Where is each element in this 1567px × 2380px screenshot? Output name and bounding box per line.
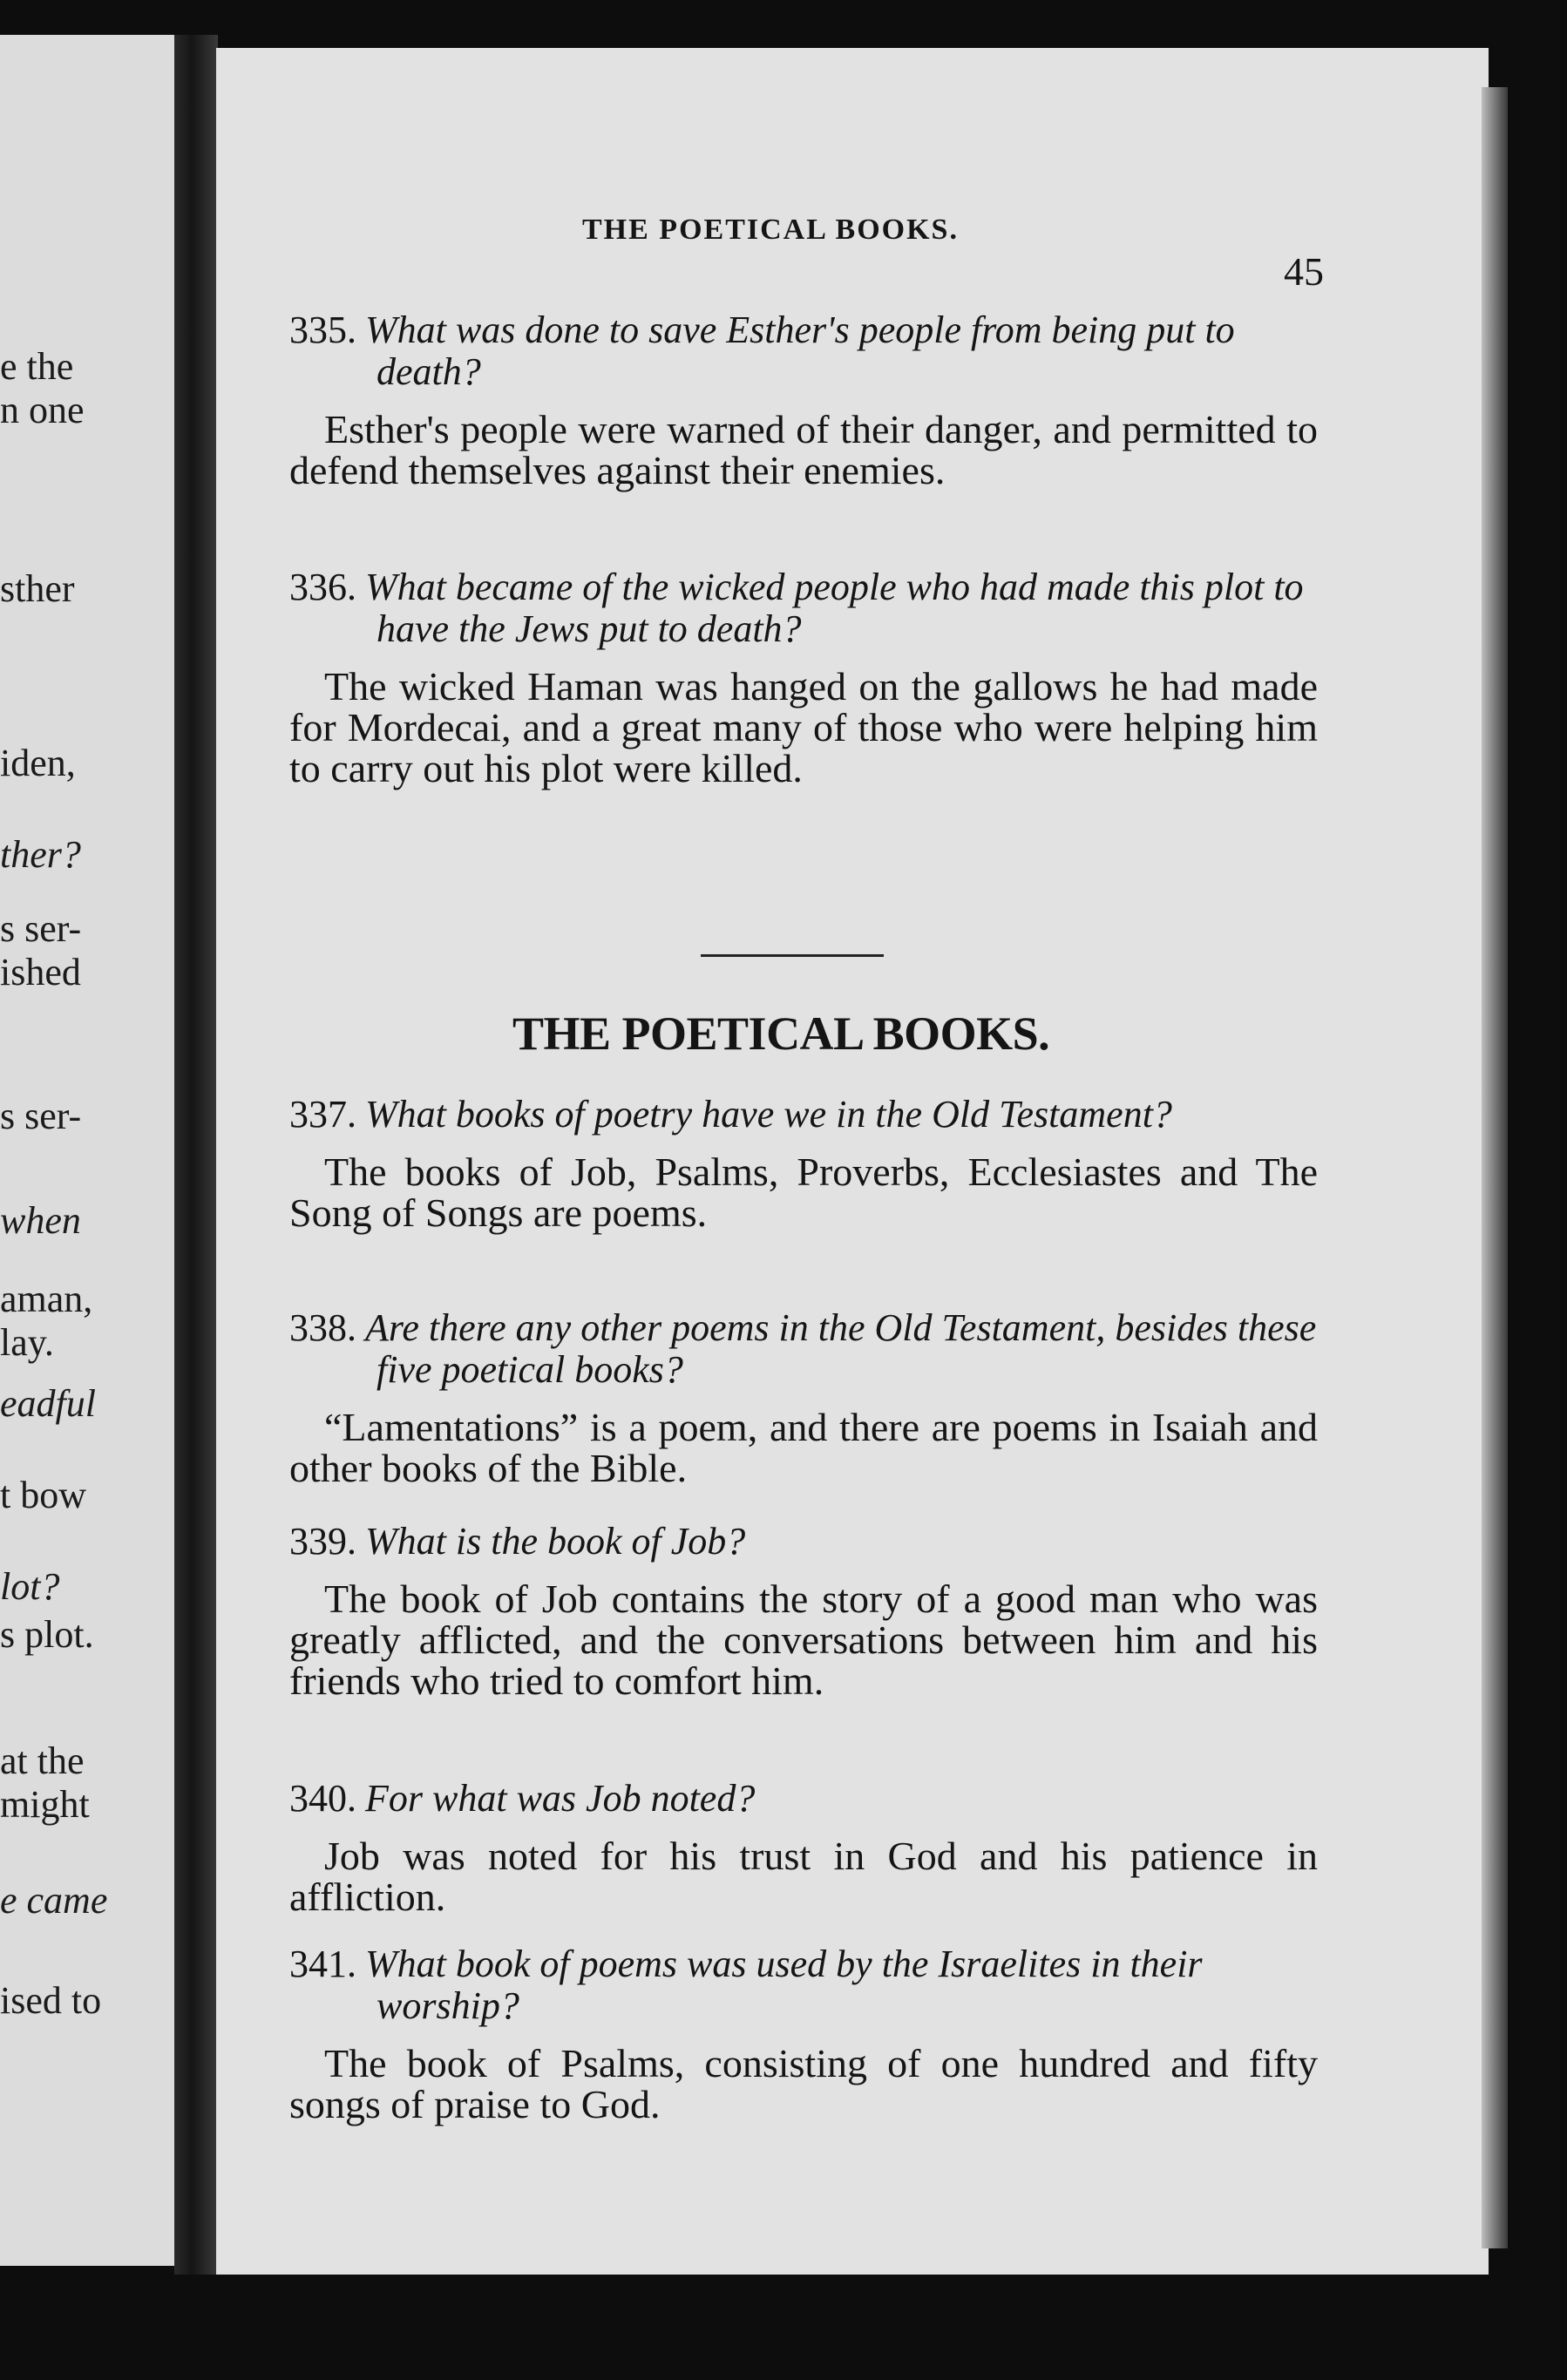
page-number: 45 [1284, 249, 1324, 294]
answer-text: The book of Psalms, consisting of one hundred and fifty songs of praise to God. [289, 2041, 1318, 2126]
question-number: 338. [289, 1306, 356, 1349]
left-page-line: ished [0, 951, 81, 993]
left-page-line: iden, [0, 742, 76, 784]
page-edge-shadow [1482, 87, 1508, 2248]
question-text: For what was Job noted? [365, 1777, 756, 1820]
question-text: What is the book of Job? [365, 1520, 746, 1563]
left-page-line: e the [0, 345, 74, 388]
left-page-line: ther? [0, 833, 81, 876]
left-page-line: n one [0, 389, 85, 431]
left-page-line: s ser- [0, 1095, 82, 1137]
qa-entry-338 [289, 1307, 1318, 1488]
question [289, 1094, 1318, 1136]
running-head: THE POETICAL BOOKS. [582, 214, 959, 246]
question-text: What books of poetry have we in the Old Testament? [365, 1093, 1172, 1136]
qa-entry-335 [289, 309, 1318, 491]
left-page-line: ised to [0, 1979, 102, 2022]
question-number: 339. [289, 1520, 356, 1563]
answer-text: The book of Job contains the story of a good man who was greatly afflicted, and the conversations between him and his friends who tried to comfort him. [289, 1576, 1318, 1703]
left-page-line: t bow [0, 1474, 86, 1516]
question-number: 335. [289, 309, 356, 351]
answer-text: Esther's people were warned of their danger, and permitted to defend themselves against their enemies. [289, 407, 1318, 492]
question-text: What became of the wicked people who had made this plot to have the Jews put to death? [365, 566, 1304, 650]
left-page-line: sther [0, 567, 75, 610]
question [289, 566, 1318, 650]
answer-text: Job was noted for his trust in God and his patience in affliction. [289, 1834, 1318, 1919]
left-page-line: might [0, 1783, 90, 1826]
left-page-line: s ser- [0, 907, 82, 950]
qa-entry-339 [289, 1521, 1318, 1701]
question [289, 1307, 1318, 1391]
question [289, 1778, 1318, 1820]
left-page-line: lot? [0, 1565, 60, 1608]
qa-entry-340 [289, 1778, 1318, 1917]
question-text: What was done to save Esther's people from being put to death? [365, 309, 1235, 393]
question-number: 341. [289, 1943, 356, 1985]
previous-page-fragment [0, 35, 174, 2266]
left-page-line: e came [0, 1879, 108, 1922]
left-page-line: at the [0, 1739, 85, 1782]
answer-text: The books of Job, Psalms, Proverbs, Ecclesiastes and The Song of Songs are poems. [289, 1149, 1318, 1235]
book-spine-gutter [174, 35, 218, 2275]
answer-text: “Lamentations” is a poem, and there are poems in Isaiah and other books of the Bible. [289, 1405, 1318, 1490]
left-page-line: when [0, 1199, 81, 1242]
left-page-line: lay. [0, 1321, 54, 1364]
qa-entry-341 [289, 1943, 1318, 2125]
qa-entry-336 [289, 566, 1318, 789]
section-heading: THE POETICAL BOOKS. [512, 1007, 1050, 1060]
answer-text: The wicked Haman was hanged on the gallows he had made for Mordecai, and a great many of those who were helping him to carry out his plot were killed. [289, 664, 1318, 790]
left-page-line: aman, [0, 1278, 93, 1320]
question-text: Are there any other poems in the Old Testament, besides these five poetical books? [365, 1306, 1317, 1391]
question-text: What book of poems was used by the Israelites in their worship? [365, 1943, 1203, 2027]
question-number: 340. [289, 1777, 356, 1820]
qa-entry-337 [289, 1094, 1318, 1233]
question [289, 309, 1318, 393]
question [289, 1943, 1318, 2027]
question-number: 337. [289, 1093, 356, 1136]
left-page-line: eadful [0, 1382, 96, 1425]
book-page [216, 48, 1489, 2275]
left-page-line: s plot. [0, 1613, 94, 1656]
section-divider-rule [701, 954, 884, 957]
question-number: 336. [289, 566, 356, 608]
question [289, 1521, 1318, 1563]
